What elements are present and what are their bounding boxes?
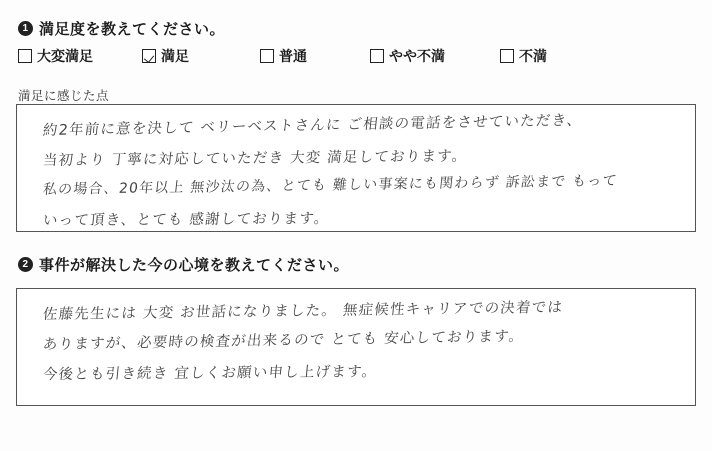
- satisfaction-options: [18, 46, 678, 66]
- question-1-number: 1: [18, 21, 33, 36]
- option-label: 不満: [519, 48, 547, 64]
- checkbox-very-satisfied[interactable]: [18, 49, 32, 63]
- handwritten-answer-1: [17, 105, 695, 231]
- option-somewhat-dissatisfied[interactable]: [370, 46, 500, 66]
- option-neutral[interactable]: [260, 46, 370, 66]
- handwritten-line: 約2年前に意を決して ベリーベストさんに ご相談の電話をさせていただき、: [42, 112, 584, 140]
- handwritten-line: 私の場合、20年以上 無沙汰の為、とても 難しい事案にも関わらず 訴訟まで もって: [42, 172, 619, 199]
- question-1-heading: [18, 18, 225, 39]
- checkbox-neutral[interactable]: [260, 49, 274, 63]
- question-1-text: 満足度を教えてください。: [39, 21, 226, 38]
- satisfaction-reason-label: 満足に感じた点: [18, 89, 110, 103]
- question-2-heading: [18, 254, 349, 275]
- handwritten-line: いって頂き、とても 感謝しております。: [42, 210, 331, 230]
- handwritten-line: 佐藤先生には 大変 お世話になりました。 無症候性キャリアでの決着では: [42, 299, 564, 324]
- option-label: 普通: [279, 48, 307, 64]
- option-label: やや不満: [389, 48, 445, 64]
- checkbox-dissatisfied[interactable]: [500, 49, 514, 63]
- checkbox-somewhat-dissatisfied[interactable]: [370, 49, 384, 63]
- option-label: 大変満足: [37, 48, 93, 64]
- handwritten-line: 当初より 丁寧に対応していただき 大変 満足しております。: [42, 148, 469, 170]
- option-dissatisfied[interactable]: [500, 46, 600, 66]
- question-2-number: 2: [18, 257, 33, 272]
- option-satisfied[interactable]: [142, 46, 260, 66]
- handwritten-line: ありますが、必要時の検査が出来るので とても 安心しております。: [41, 328, 526, 354]
- handwritten-line: 今後とも引き続き 宜しくお願い申し上げます。: [42, 364, 378, 384]
- checkbox-satisfied[interactable]: [142, 49, 156, 63]
- option-label: 満足: [161, 48, 189, 64]
- option-very-satisfied[interactable]: [18, 46, 142, 66]
- question-2-text: 事件が解決した今の心境を教えてください。: [39, 257, 350, 274]
- answer-box-question-2[interactable]: [16, 288, 696, 406]
- handwritten-answer-2: [17, 289, 695, 405]
- answer-box-question-1[interactable]: [16, 104, 696, 232]
